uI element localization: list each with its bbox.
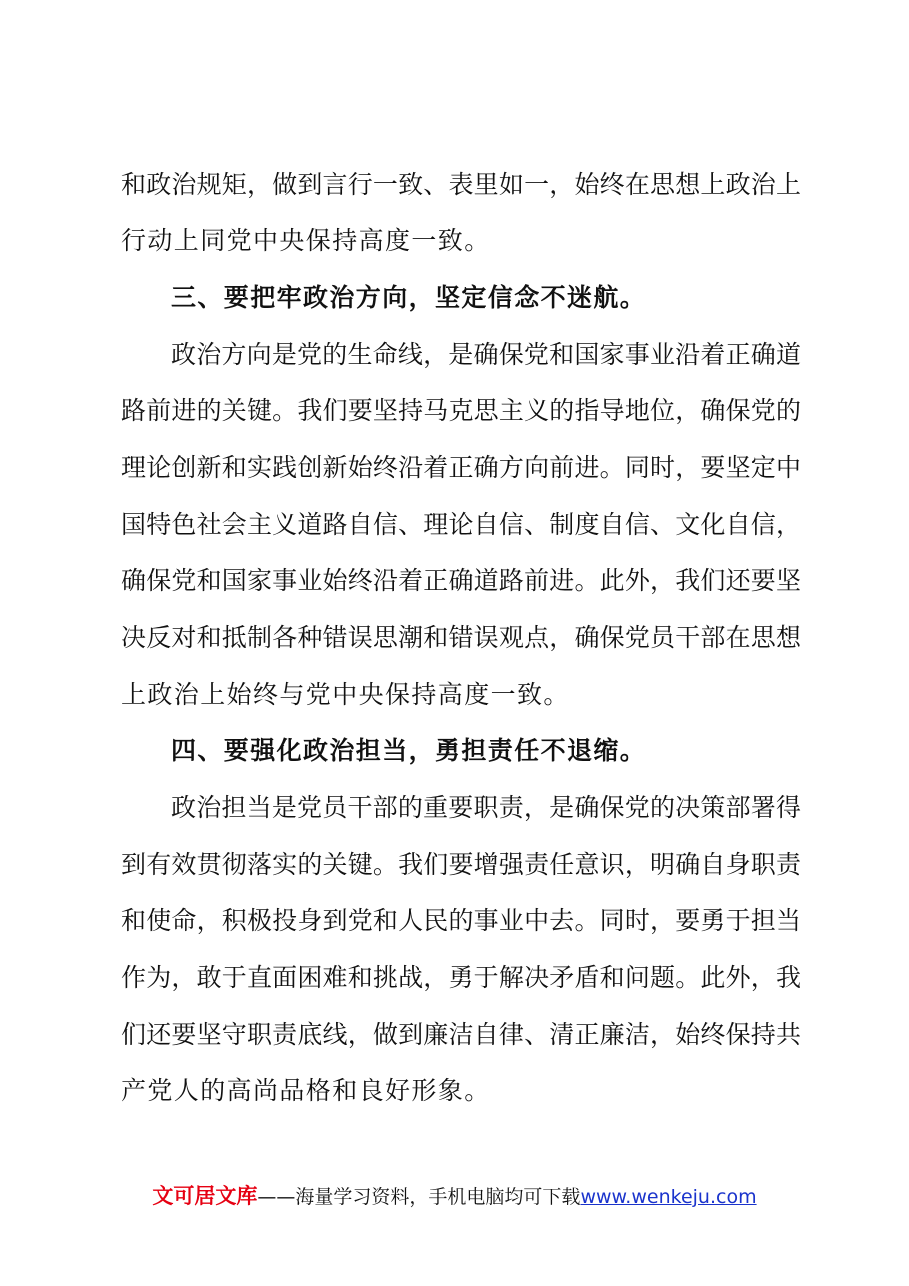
paragraph-line: 到有效贯彻落实的关键。我们要增强责任意识，明确自身职责 <box>121 850 801 879</box>
paragraph-line: 路前进的关键。我们要坚持马克思主义的指导地位，确保党的 <box>121 396 801 425</box>
section-heading-4: 四、要强化政治担当，勇担责任不退缩。 <box>171 736 647 765</box>
paragraph-line: 上政治上始终与党中央保持高度一致。 <box>121 680 570 709</box>
paragraph-line: 和政治规矩，做到言行一致、表里如一，始终在思想上政治上 <box>121 170 801 199</box>
paragraph-line: 们还要坚守职责底线，做到廉洁自律、清正廉洁，始终保持共 <box>121 1020 801 1049</box>
paragraph-line: 和使命，积极投身到党和人民的事业中去。同时，要勇于担当 <box>121 906 801 935</box>
paragraph-line: 理论创新和实践创新始终沿着正确方向前进。同时，要坚定中 <box>121 453 801 482</box>
footer-link[interactable]: www.wenkeju.com <box>580 1186 757 1208</box>
paragraph-line: 政治担当是党员干部的重要职责，是确保党的决策部署得 <box>171 793 801 822</box>
paragraph-line: 确保党和国家事业始终沿着正确道路前进。此外，我们还要坚 <box>121 566 801 595</box>
footer-tagline: ——海量学习资料，手机电脑均可下载 <box>257 1186 581 1208</box>
footer-banner <box>0 1183 909 1210</box>
section-heading-3: 三、要把牢政治方向，坚定信念不迷航。 <box>171 283 647 312</box>
paragraph-line: 作为，敢于直面困难和挑战，勇于解决矛盾和问题。此外，我 <box>121 963 801 992</box>
paragraph-line: 产党人的高尚品格和良好形象。 <box>121 1076 491 1105</box>
paragraph-line: 行动上同党中央保持高度一致。 <box>121 226 491 255</box>
paragraph-line: 国特色社会主义道路自信、理论自信、制度自信、文化自信， <box>121 510 801 539</box>
paragraph-line: 政治方向是党的生命线，是确保党和国家事业沿着正确道 <box>171 340 801 369</box>
paragraph-line: 决反对和抵制各种错误思潮和错误观点，确保党员干部在思想 <box>121 623 801 652</box>
footer-brand: 文可居文库 <box>152 1184 258 1208</box>
